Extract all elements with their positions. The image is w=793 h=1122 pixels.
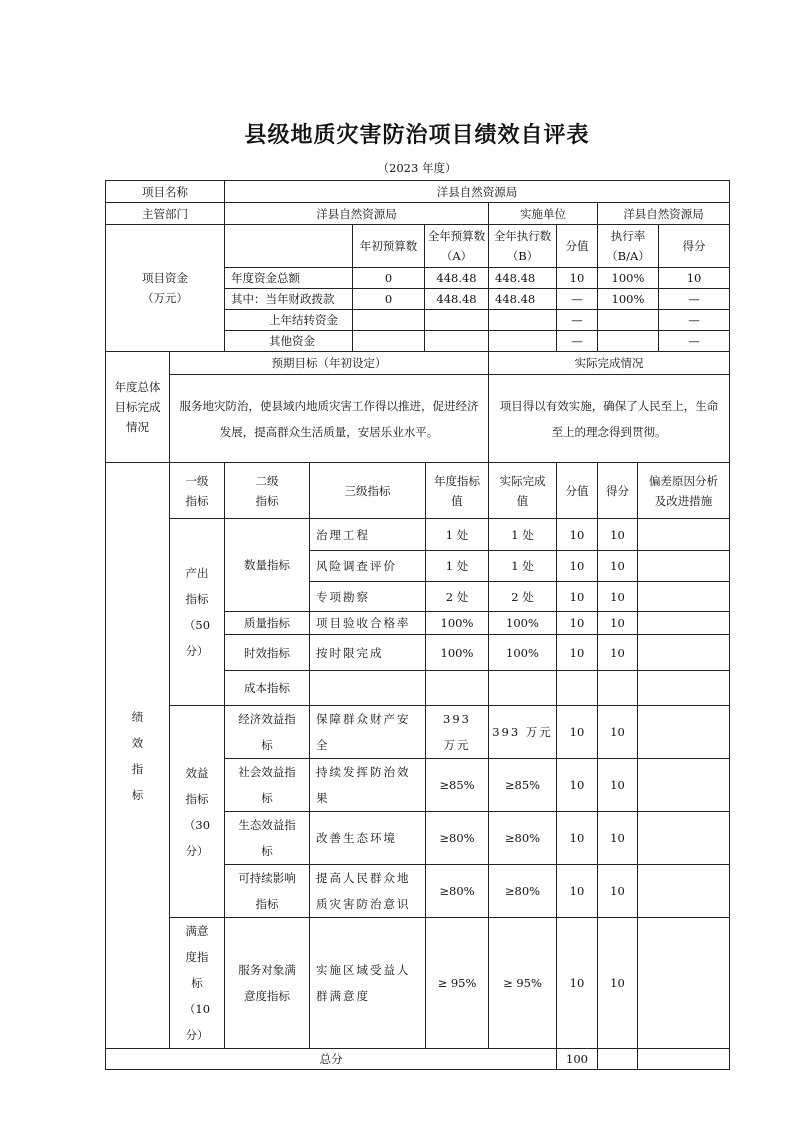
total-score bbox=[598, 1049, 638, 1070]
fund-budget bbox=[425, 331, 489, 352]
project-name-value: 洋县自然资源局 bbox=[225, 181, 730, 203]
level3 bbox=[310, 671, 426, 706]
group-satisfaction: 满意度指标（10分） bbox=[170, 918, 225, 1049]
deviation bbox=[638, 918, 730, 1049]
deviation bbox=[638, 759, 730, 812]
fund-executed bbox=[489, 310, 557, 331]
target: 1 处 bbox=[426, 519, 489, 551]
header-initial: 年初预算数 bbox=[353, 225, 425, 268]
fund-weight: 10 bbox=[557, 268, 598, 289]
header-score: 得分 bbox=[598, 463, 638, 519]
fund-name: 其他资金 bbox=[225, 331, 353, 352]
total-deviation bbox=[638, 1049, 730, 1070]
target: 2 处 bbox=[426, 582, 489, 612]
funds-label-text: 项目资金 bbox=[142, 271, 188, 285]
level3: 实施区域受益人群满意度 bbox=[310, 918, 426, 1049]
fund-weight: — bbox=[557, 310, 598, 331]
fund-rate: 100% bbox=[598, 268, 659, 289]
actual-result-header: 实际完成情况 bbox=[489, 352, 730, 375]
page-title: 县级地质灾害防治项目绩效自评表 bbox=[244, 123, 590, 148]
header-score: 得分 bbox=[659, 225, 730, 268]
weight: 10 bbox=[557, 759, 598, 812]
score: 10 bbox=[598, 918, 638, 1049]
fund-weight: — bbox=[557, 331, 598, 352]
deviation bbox=[638, 582, 730, 612]
actual: 100% bbox=[489, 612, 557, 635]
funds-label bbox=[106, 225, 225, 352]
level2: 社会效益指标 bbox=[225, 759, 310, 812]
header-budget: 全年预算数（A） bbox=[425, 225, 489, 268]
actual: 393 万元 bbox=[489, 706, 557, 759]
fund-budget: 448.48 bbox=[425, 289, 489, 310]
score bbox=[598, 671, 638, 706]
weight: 10 bbox=[557, 865, 598, 918]
goals-label: 年度总体目标完成情况 bbox=[106, 352, 170, 463]
funds-header-blank bbox=[225, 225, 353, 268]
fund-executed: 448.48 bbox=[489, 289, 557, 310]
indicators-table bbox=[105, 462, 730, 1070]
level3: 风险调查评价 bbox=[310, 551, 426, 582]
fund-executed: 448.48 bbox=[489, 268, 557, 289]
score: 10 bbox=[598, 812, 638, 865]
fund-initial bbox=[353, 331, 425, 352]
level3: 改善生态环境 bbox=[310, 812, 426, 865]
deviation bbox=[638, 865, 730, 918]
fund-name: 其中：当年财政拨款 bbox=[225, 289, 353, 310]
header-level2: 二级指标 bbox=[225, 463, 310, 519]
target: ≥80% bbox=[426, 812, 489, 865]
score: 10 bbox=[598, 551, 638, 582]
header-weight: 分值 bbox=[557, 225, 598, 268]
deviation bbox=[638, 635, 730, 671]
level2: 时效指标 bbox=[225, 635, 310, 671]
fund-score: — bbox=[659, 331, 730, 352]
weight: 10 bbox=[557, 582, 598, 612]
level2: 数量指标 bbox=[225, 519, 310, 612]
level2: 经济效益指标 bbox=[225, 706, 310, 759]
header-executed: 全年执行数（B） bbox=[489, 225, 557, 268]
indicator-row bbox=[106, 706, 730, 759]
target: 1 处 bbox=[426, 551, 489, 582]
deviation bbox=[638, 812, 730, 865]
level3: 项目验收合格率 bbox=[310, 612, 426, 635]
impl-value: 洋县自然资源局 bbox=[598, 203, 730, 225]
level3: 治理工程 bbox=[310, 519, 426, 551]
score: 10 bbox=[598, 582, 638, 612]
fund-name: 上年结转资金 bbox=[225, 310, 353, 331]
actual: ≥85% bbox=[489, 759, 557, 812]
fund-rate bbox=[598, 331, 659, 352]
fund-budget bbox=[425, 310, 489, 331]
fund-weight: — bbox=[557, 289, 598, 310]
actual: 1 处 bbox=[489, 551, 557, 582]
deviation bbox=[638, 551, 730, 582]
header-level1: 一级指标 bbox=[170, 463, 225, 519]
weight: 10 bbox=[557, 918, 598, 1049]
actual: ≥80% bbox=[489, 812, 557, 865]
level3: 专项勘察 bbox=[310, 582, 426, 612]
impl-label: 实施单位 bbox=[489, 203, 598, 225]
level2: 质量指标 bbox=[225, 612, 310, 635]
indicator-row bbox=[106, 519, 730, 551]
actual: ≥80% bbox=[489, 865, 557, 918]
indicator-row bbox=[106, 918, 730, 1049]
funds-table bbox=[105, 180, 730, 352]
level3: 持续发挥防治效果 bbox=[310, 759, 426, 812]
score: 10 bbox=[598, 759, 638, 812]
header-level3: 三级指标 bbox=[310, 463, 426, 519]
weight: 10 bbox=[557, 612, 598, 635]
score: 10 bbox=[598, 635, 638, 671]
deviation bbox=[638, 519, 730, 551]
target: ≥85% bbox=[426, 759, 489, 812]
target: ≥ 95% bbox=[426, 918, 489, 1049]
fund-initial bbox=[353, 310, 425, 331]
actual: ≥ 95% bbox=[489, 918, 557, 1049]
expected-goal-text: 服务地灾防治，使县域内地质灾害工作得以推进，促进经济发展，提高群众生活质量，安居乐业水平。 bbox=[170, 375, 489, 463]
level3: 保障群众财产安全 bbox=[310, 706, 426, 759]
target bbox=[426, 671, 489, 706]
target: 100% bbox=[426, 635, 489, 671]
expected-goal-header: 预期目标（年初设定） bbox=[170, 352, 489, 375]
weight: 10 bbox=[557, 812, 598, 865]
deviation bbox=[638, 706, 730, 759]
weight: 10 bbox=[557, 551, 598, 582]
dept-value: 洋县自然资源局 bbox=[225, 203, 489, 225]
fund-score: — bbox=[659, 289, 730, 310]
fund-initial: 0 bbox=[353, 289, 425, 310]
total-weight: 100 bbox=[557, 1049, 598, 1070]
fund-rate bbox=[598, 310, 659, 331]
score: 10 bbox=[598, 865, 638, 918]
fund-score: — bbox=[659, 310, 730, 331]
level2: 生态效益指标 bbox=[225, 812, 310, 865]
fund-initial: 0 bbox=[353, 268, 425, 289]
dept-label: 主管部门 bbox=[106, 203, 225, 225]
target: 100% bbox=[426, 612, 489, 635]
group-benefit: 效益指标（30分） bbox=[170, 706, 225, 918]
actual: 100% bbox=[489, 635, 557, 671]
fund-name: 年度资金总额 bbox=[225, 268, 353, 289]
target: ≥80% bbox=[426, 865, 489, 918]
fund-budget: 448.48 bbox=[425, 268, 489, 289]
group-output: 产出指标（50分） bbox=[170, 519, 225, 706]
weight: 10 bbox=[557, 519, 598, 551]
header-rate: 执行率（B/A） bbox=[598, 225, 659, 268]
deviation bbox=[638, 612, 730, 635]
actual: 1 处 bbox=[489, 519, 557, 551]
project-name-label: 项目名称 bbox=[106, 181, 225, 203]
indicators-label: 绩效指标 bbox=[106, 463, 170, 1049]
weight bbox=[557, 671, 598, 706]
score: 10 bbox=[598, 612, 638, 635]
score: 10 bbox=[598, 519, 638, 551]
level2: 可持续影响指标 bbox=[225, 865, 310, 918]
weight: 10 bbox=[557, 706, 598, 759]
funds-unit: （万元） bbox=[142, 291, 188, 305]
level2: 服务对象满意度指标 bbox=[225, 918, 310, 1049]
fund-rate: 100% bbox=[598, 289, 659, 310]
fund-executed bbox=[489, 331, 557, 352]
header-target: 年度指标值 bbox=[426, 463, 489, 519]
level3: 提高人民群众地质灾害防治意识 bbox=[310, 865, 426, 918]
header-deviation: 偏差原因分析及改进措施 bbox=[638, 463, 730, 519]
year-label: （2023 年度） bbox=[377, 161, 457, 175]
level3: 按时限完成 bbox=[310, 635, 426, 671]
fund-score: 10 bbox=[659, 268, 730, 289]
goals-table bbox=[105, 351, 730, 463]
deviation bbox=[638, 671, 730, 706]
score: 10 bbox=[598, 706, 638, 759]
total-row bbox=[106, 1049, 730, 1070]
actual-result-text: 项目得以有效实施，确保了人民至上，生命至上的理念得到贯彻。 bbox=[489, 375, 730, 463]
level2: 成本指标 bbox=[225, 671, 310, 706]
target: 393 万元 bbox=[426, 706, 489, 759]
actual bbox=[489, 671, 557, 706]
header-actual: 实际完成值 bbox=[489, 463, 557, 519]
header-weight: 分值 bbox=[557, 463, 598, 519]
weight: 10 bbox=[557, 635, 598, 671]
total-label: 总分 bbox=[106, 1049, 557, 1070]
actual: 2 处 bbox=[489, 582, 557, 612]
